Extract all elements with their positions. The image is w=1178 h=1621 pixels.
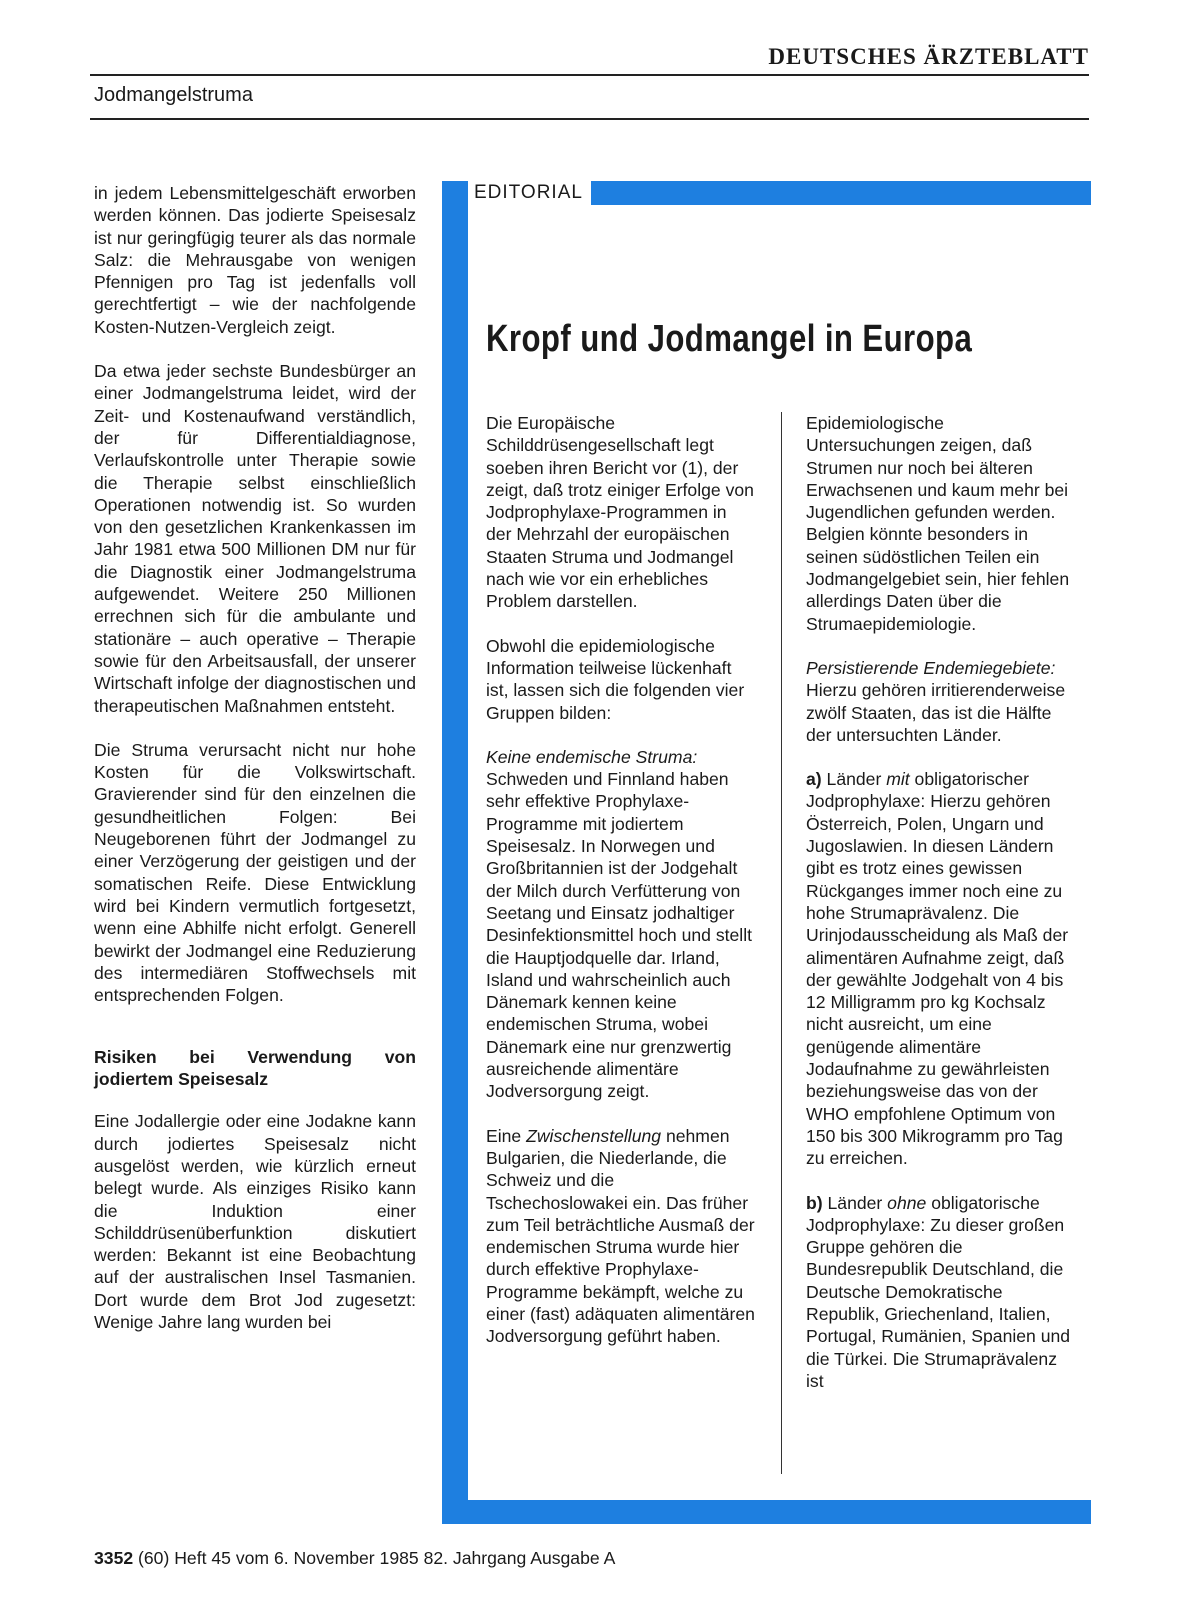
editorial-right-column <box>806 412 1076 1414</box>
right-paragraph-2 <box>806 657 1076 746</box>
mid-paragraph-3 <box>486 746 756 1103</box>
right-paragraph-4-text: obligatorische Jodprophylaxe: Zu dieser großen Gruppe gehören die Bundesrepublik Deutschland, die Deutsche Demokratische Republik, Griechenland, Italien, Portugal, Rumänien, Spanien und die Türkei. Die Strumaprävalenz ist <box>806 1192 1071 1391</box>
right-paragraph-4-label: b) <box>806 1192 823 1213</box>
right-paragraph-4 <box>806 1192 1076 1393</box>
left-paragraph-3: Die Struma verursacht nicht nur hohe Kosten für die Volkswirtschaft. Gravierender sind für den einzelnen die gesundheitlichen Folgen: Bei Neugeborenen führt der Jodmangel zu einer Verzögerung der geistigen und der somatischen Reife. Diese Entwicklung wird bei Kindern vermutlich fortgesetzt, wenn eine Abhilfe nicht erfolgt. Generell bewirkt der Jodmangel eine Reduzierung des intermediären Stoffwechsels mit entsprechenden Folgen. <box>94 739 416 1006</box>
editorial-title: Kropf und Jodmangel in Europa <box>486 318 973 360</box>
right-paragraph-3-emphasis: mit <box>886 769 910 790</box>
right-paragraph-3-text: obligatorischer Jodprophylaxe: Hierzu gehören Österreich, Polen, Ungarn und Jugoslawien. In diesen Ländern gibt es trotz eines gewissen Rückganges immer noch eine zu hohe Strumaprävalenz. Die Urinjodausscheidung als Maß der alimentären Aufnahme zeigt, daß der gewählte Jodgehalt von 4 bis 12 Milligramm pro kg Kochsalz nicht ausreicht, um eine genügende alimentäre Jodaufnahme zu gewährleisten beziehungsweise das von der WHO empfohlene Optimum von 150 bis 300 Mikrogramm pro Tag zu erreichen. <box>806 769 1069 1169</box>
editorial-middle-column <box>486 412 756 1370</box>
right-paragraph-3 <box>806 768 1076 1169</box>
mid-paragraph-2: Obwohl die epidemiologische Information teilweise lückenhaft ist, lassen sich die folgenden vier Gruppen bilden: <box>486 635 745 723</box>
left-subheading: Risiken bei Verwendung von jodiertem Speisesalz <box>94 1047 416 1090</box>
right-paragraph-4-emphasis: ohne <box>887 1192 927 1213</box>
right-paragraph-3-prefix: Länder <box>821 769 887 790</box>
left-paragraph-1: in jedem Lebensmittelgeschäft erworben werden können. Das jodierte Speisesalz ist nur geringfügig teurer als das normale Salz: die Mehrausgabe von wenigen Pfennigen pro Tag ist jedenfalls voll gerechtfertigt – wie der nachfolgende Kosten-Nutzen-Vergleich zeigt. <box>94 183 416 337</box>
masthead: DEUTSCHES ÄRZTEBLATT <box>768 44 1089 69</box>
section-label: Jodmangelstruma <box>94 84 253 106</box>
left-paragraph-2: Da etwa jeder sechste Bundesbürger an einer Jodmangelstruma leidet, wird der Zeit- und Kostenaufwand verständlich, der für Differentialdiagnose, Verlaufskontrolle unter Therapie sowie die Therapie selbst einschließlich Operationen notwendig ist. So wurden von den gesetzlichen Krankenkassen im Jahr 1981 etwa 500 Millionen DM nur für die Diagnostik einer Jodmangelstruma aufgewendet. Weitere 250 Millionen errechnen sich für die ambulante und stationäre – auch operative – Therapie sowie für den Arbeitsausfall, der unserer Wirtschaft infolge der diagnostischen und therapeutischen Maßnahmen entsteht. <box>94 361 416 716</box>
column-divider <box>781 412 782 1474</box>
editorial-label: EDITORIAL <box>468 181 591 205</box>
mid-paragraph-3-text: Schweden und Finnland haben sehr effektive Prophylaxe-Programme mit jodiertem Speisesalz. In Norwegen und Großbritannien ist der Jodgehalt der Milch durch Verfütterung von Seetang und Einsatz jodhaltiger Desinfektionsmittel hoch und stellt die Hauptjodquelle dar. Irland, Island und wahrscheinlich auch Dänemark kennen keine endemischen Struma, wobei Dänemark eine nur grenzwertig ausreichende alimentäre Jodversorgung zeigt. <box>486 769 752 1102</box>
editorial-bar-left <box>442 181 468 1524</box>
left-paragraph-4: Eine Jodallergie oder eine Jodakne kann durch jodiertes Speisesalz nicht ausgelöst werden, wie kürzlich erneut belegt wurde. Als einziges Risiko kann die Induktion einer Schilddrüsenüberfunktion diskutiert werden: Bekannt ist eine Beobachtung auf der australischen Insel Tasmanien. Dort wurde dem Brot Jod zugesetzt: Wenige Jahre lang wurden bei <box>94 1111 416 1333</box>
mid-paragraph-4-prefix: Eine <box>486 1125 527 1146</box>
page-number: 3352 <box>94 1548 134 1568</box>
section-rule <box>90 118 1089 120</box>
masthead-rule <box>90 74 1089 76</box>
right-paragraph-3-label: a) <box>806 769 822 790</box>
mid-paragraph-4-text: nehmen Bulgarien, die Niederlande, die Schweiz und die Tschechoslowakei ein. Das früher zum Teil beträchtliche Ausmaß der endemischen Struma wurde hier durch effektive Prophylaxe-Programme bekämpft, welche zu einer (fast) adäquaten alimentären Jodversorgung geführt haben. <box>486 1125 755 1347</box>
mid-paragraph-3-emphasis: Keine endemische Struma: <box>486 746 698 767</box>
mid-paragraph-1: Die Europäische Schilddrüsengesellschaft legt soeben ihren Bericht vor (1), der zeigt, daß trotz einiger Erfolge von Jodprophylaxe-Programmen in der Mehrzahl der europäischen Staaten Struma und Jodmangel nach wie vor ein erhebliches Problem darstellen. <box>486 413 754 612</box>
right-paragraph-1: Epidemiologische Untersuchungen zeigen, daß Strumen nur noch bei älteren Erwachsenen und kaum mehr bei Jugendlichen gefunden werden. Belgien könnte besonders in seinen südöstlichen Teilen ein Jodmangelgebiet sein, hier fehlen allerdings Daten über die Strumaepidemiologie. <box>806 413 1070 634</box>
right-paragraph-4-prefix: Länder <box>822 1192 888 1213</box>
issue-info: (60) Heft 45 vom 6. November 1985 82. Jahrgang Ausgabe A <box>138 1548 616 1568</box>
page-footer <box>94 1548 615 1569</box>
left-column <box>94 182 416 1355</box>
editorial-bar-bottom <box>442 1500 1091 1524</box>
right-paragraph-2-emphasis: Persistierende Endemiegebiete: <box>806 657 1056 678</box>
mid-paragraph-4-emphasis: Zwischenstellung <box>526 1125 662 1146</box>
mid-paragraph-4 <box>486 1125 756 1348</box>
right-paragraph-2-text: Hierzu gehören irritierenderweise zwölf Staaten, das ist die Hälfte der untersuchten Länder. <box>806 680 1066 745</box>
